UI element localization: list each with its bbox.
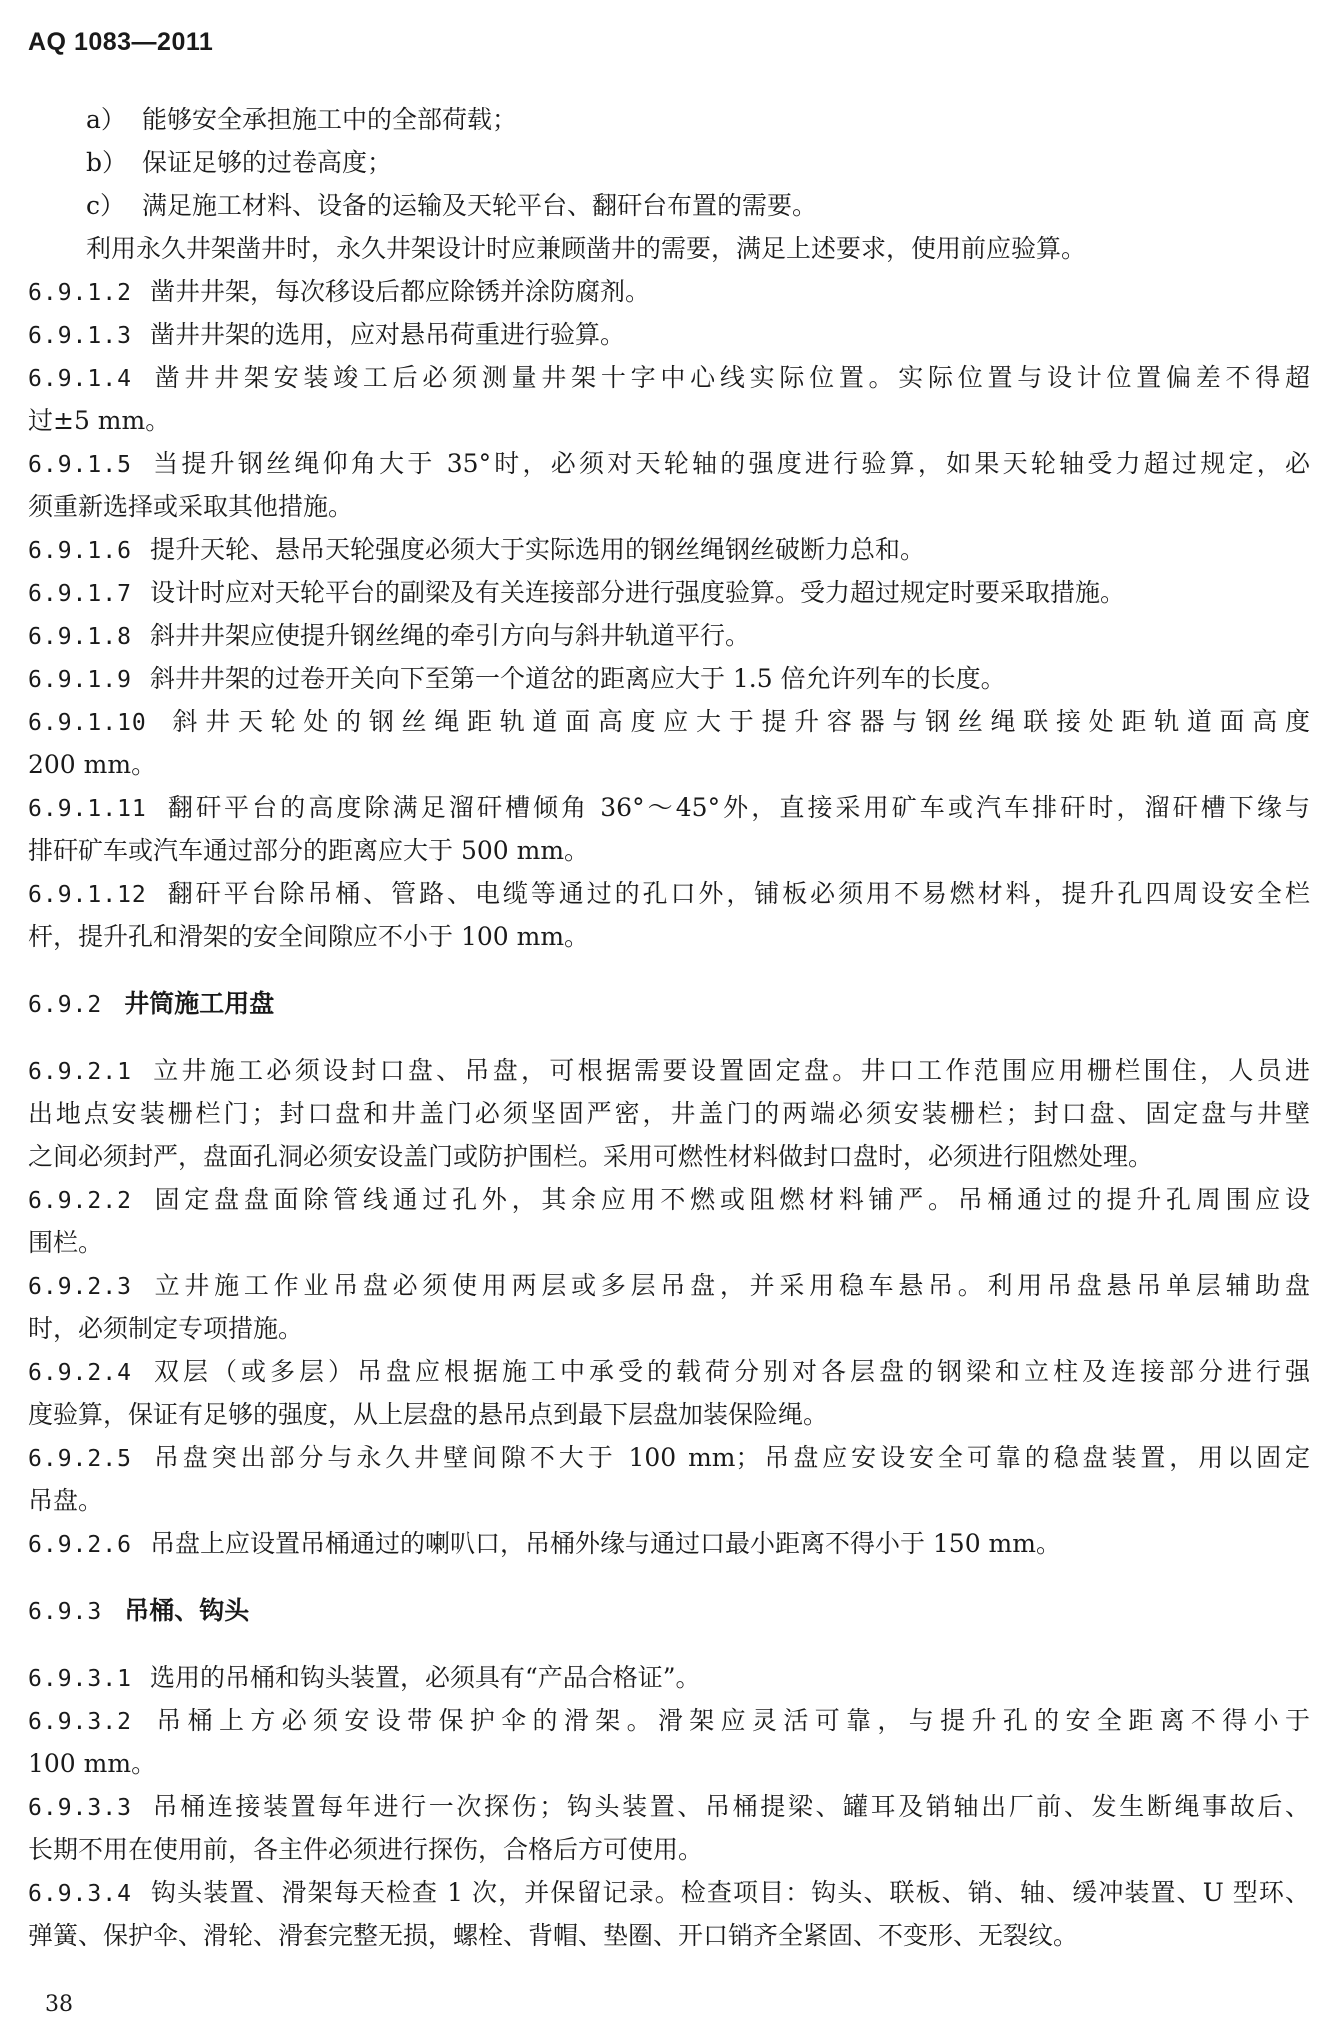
clause-continuation-line [28,829,1310,872]
clause-continuation-line [28,915,1310,958]
clause-continuation-line [28,1742,1310,1785]
clause-text: 斜井天轮处的钢丝绳距轨道面高度应大于提升容器与钢丝绳联接处距轨道面高度 [164,707,1310,736]
clause-number: 6.9.2.3 [28,1274,132,1300]
clause-number: 6.9.1.6 [28,538,132,564]
clause-first-line [28,1264,1310,1307]
clause-text: 长期不用在使用前，各主件必须进行探伤，合格后方可使用。 [28,1835,704,1864]
clause-text: 100 mm。 [28,1749,157,1778]
list-text: 保证足够的过卷高度； [142,148,393,177]
clause-first-line [28,270,1310,313]
page-number: 38 [45,1992,73,2017]
clause-text: 翻矸平台的高度除满足溜矸槽倾角 36°～45°外，直接采用矿车或汽车排矸时，溜矸槽下缘与 [164,793,1310,822]
clause-continuation-line [28,399,1310,442]
clause-number: 6.9.1.8 [28,624,132,650]
clause-text: 双层（或多层）吊盘应根据施工中承受的载荷分别对各层盘的钢梁和立柱及连接部分进行强 [149,1357,1310,1386]
document-body [28,98,1310,1957]
list-label: a） [86,105,126,134]
clause-first-line [28,571,1310,614]
clauses-6-9-2 [28,1049,1310,1565]
clause-text: 翻矸平台除吊桶、管路、电缆等通过的孔口外，铺板必须用不易燃材料，提升孔四周设安全栏 [164,879,1310,908]
list-text: 能够安全承担施工中的全部荷载； [142,105,518,134]
clause-continuation-line [28,1828,1310,1871]
clause-text: 当提升钢丝绳仰角大于 35°时，必须对天轮轴的强度进行验算，如果天轮轴受力超过规定，必 [149,449,1310,478]
doc-code-header: AQ 1083—2011 [28,28,214,56]
clause-number: 6.9.1.10 [28,710,147,736]
clauses-6-9-1 [28,270,1310,958]
clause-text: 须重新选择或采取其他措施。 [28,492,354,521]
section-number: 6.9.3 [28,1599,103,1625]
clause-number: 6.9.2.6 [28,1532,132,1558]
clause-first-line [28,700,1310,743]
clause-text: 出地点安装栅栏门；封口盘和井盖门必须坚固严密，井盖门的两端必须安装栅栏；封口盘、固定盘与井壁 [28,1099,1310,1128]
clause-continuation-line [28,485,1310,528]
clause-continuation-line [28,1221,1310,1264]
clause-number: 6.9.1.9 [28,667,132,693]
clause-number: 6.9.1.7 [28,581,132,607]
clause-first-line [28,1785,1310,1828]
clause-text: 吊盘。 [28,1486,104,1515]
clause-first-line [28,1656,1310,1699]
clause-first-line [28,528,1310,571]
clause-text: 排矸矿车或汽车通过部分的距离应大于 500 mm。 [28,836,590,865]
clause-first-line [28,786,1310,829]
clause-first-line [28,1350,1310,1393]
clause-text: 固定盘盘面除管线通过孔外，其余应用不燃或阻燃材料铺严。吊桶通过的提升孔周围应设 [149,1185,1310,1214]
clause-text: 吊桶上方必须安设带保护伞的滑架。滑架应灵活可靠，与提升孔的安全距离不得小于 [149,1706,1310,1735]
clause-text: 围栏。 [28,1228,104,1257]
clause-text: 设计时应对天轮平台的副梁及有关连接部分进行强度验算。受力超过规定时要采取措施。 [149,578,1125,607]
clause-first-line [28,356,1310,399]
clauses-6-9-3 [28,1656,1310,1957]
clause-continuation-line [28,1135,1310,1178]
clause-first-line [28,1522,1310,1565]
section-heading-6-9-2 [28,982,1310,1025]
clause-first-line [28,614,1310,657]
note-paragraph: 利用永久井架凿井时，永久井架设计时应兼顾凿井的需要，满足上述要求，使用前应验算。 [86,234,1087,263]
clause-continuation-line [28,1092,1310,1135]
clause-number: 6.9.2.5 [28,1446,132,1472]
clause-number: 6.9.3.1 [28,1666,132,1692]
clause-text: 200 mm。 [28,750,157,779]
clause-text: 弹簧、保护伞、滑轮、滑套完整无损，螺栓、背帽、垫圈、开口销齐全紧固、不变形、无裂纹。 [28,1921,1079,1950]
clause-text: 凿井井架的选用，应对悬吊荷重进行验算。 [149,320,625,349]
clause-text: 凿井井架，每次移设后都应除锈并涂防腐剂。 [149,277,650,306]
clause-first-line [28,1871,1310,1914]
clause-number: 6.9.1.4 [28,366,132,392]
clause-number: 6.9.1.12 [28,882,147,908]
clause-number: 6.9.3.3 [28,1795,132,1821]
list-item [28,98,1310,141]
clause-continuation-line [28,1393,1310,1436]
clause-text: 提升天轮、悬吊天轮强度必须大于实际选用的钢丝绳钢丝破断力总和。 [149,535,925,564]
clause-number: 6.9.1.5 [28,452,132,478]
clause-continuation-line [28,1479,1310,1522]
clause-first-line [28,1049,1310,1092]
section-title: 吊桶、钩头 [124,1596,250,1625]
list-label: c） [86,191,126,220]
clause-text: 度验算，保证有足够的强度，从上层盘的悬吊点到最下层盘加装保险绳。 [28,1400,829,1429]
clause-number: 6.9.1.2 [28,280,132,306]
clause-continuation-line [28,1914,1310,1957]
clause-text: 过±5 mm。 [28,406,171,435]
clause-first-line [28,442,1310,485]
clause-continuation-line [28,743,1310,786]
clause-text: 斜井井架的过卷开关向下至第一个道岔的距离应大于 1.5 倍允许列车的长度。 [149,664,1006,693]
list-item [28,184,1310,227]
clause-number: 6.9.3.2 [28,1709,132,1735]
clause-number: 6.9.2.1 [28,1059,132,1085]
section-number: 6.9.2 [28,992,103,1018]
clause-text: 凿井井架安装竣工后必须测量井架十字中心线实际位置。实际位置与设计位置偏差不得超 [149,363,1310,392]
clause-continuation-line [28,1307,1310,1350]
clause-number: 6.9.1.3 [28,323,132,349]
clause-first-line [28,657,1310,700]
clause-number: 6.9.2.2 [28,1188,132,1214]
clause-first-line [28,872,1310,915]
clause-text: 立井施工必须设封口盘、吊盘，可根据需要设置固定盘。井口工作范围应用栅栏围住，人员进 [149,1056,1310,1085]
clause-number: 6.9.1.11 [28,796,147,822]
clause-first-line [28,1178,1310,1221]
clause-text: 之间必须封严，盘面孔洞必须安设盖门或防护围栏。采用可燃性材料做封口盘时，必须进行阻燃处理。 [28,1142,1154,1171]
clause-text: 选用的吊桶和钩头装置，必须具有“产品合格证”。 [149,1663,701,1692]
clause-text: 钩头装置、滑架每天检查 1 次，并保留记录。检查项目：钩头、联板、销、轴、缓冲装置、U 型环、 [149,1878,1310,1907]
clause-text: 吊桶连接装置每年进行一次探伤；钩头装置、吊桶提梁、罐耳及销轴出厂前、发生断绳事故后、 [149,1792,1310,1821]
clause-text: 时，必须制定专项措施。 [28,1314,304,1343]
list-text: 满足施工材料、设备的运输及天轮平台、翻矸台布置的需要。 [142,191,818,220]
section-title: 井筒施工用盘 [124,989,275,1018]
clause-text: 立井施工作业吊盘必须使用两层或多层吊盘，并采用稳车悬吊。利用吊盘悬吊单层辅助盘 [149,1271,1310,1300]
clause-first-line [28,1436,1310,1479]
list-item [28,141,1310,184]
clause-first-line [28,313,1310,356]
clause-first-line [28,1699,1310,1742]
list-label: b） [86,148,128,177]
section-heading-6-9-3 [28,1589,1310,1632]
clause-number: 6.9.2.4 [28,1360,132,1386]
clause-text: 斜井井架应使提升钢丝绳的牵引方向与斜井轨道平行。 [149,621,750,650]
clause-number: 6.9.3.4 [28,1881,132,1907]
clause-text: 杆，提升孔和滑架的安全间隙应不小于 100 mm。 [28,922,590,951]
clause-text: 吊盘上应设置吊桶通过的喇叭口，吊桶外缘与通过口最小距离不得小于 150 mm。 [149,1529,1061,1558]
clause-text: 吊盘突出部分与永久井壁间隙不大于 100 mm；吊盘应安设安全可靠的稳盘装置，用以固定 [149,1443,1310,1472]
